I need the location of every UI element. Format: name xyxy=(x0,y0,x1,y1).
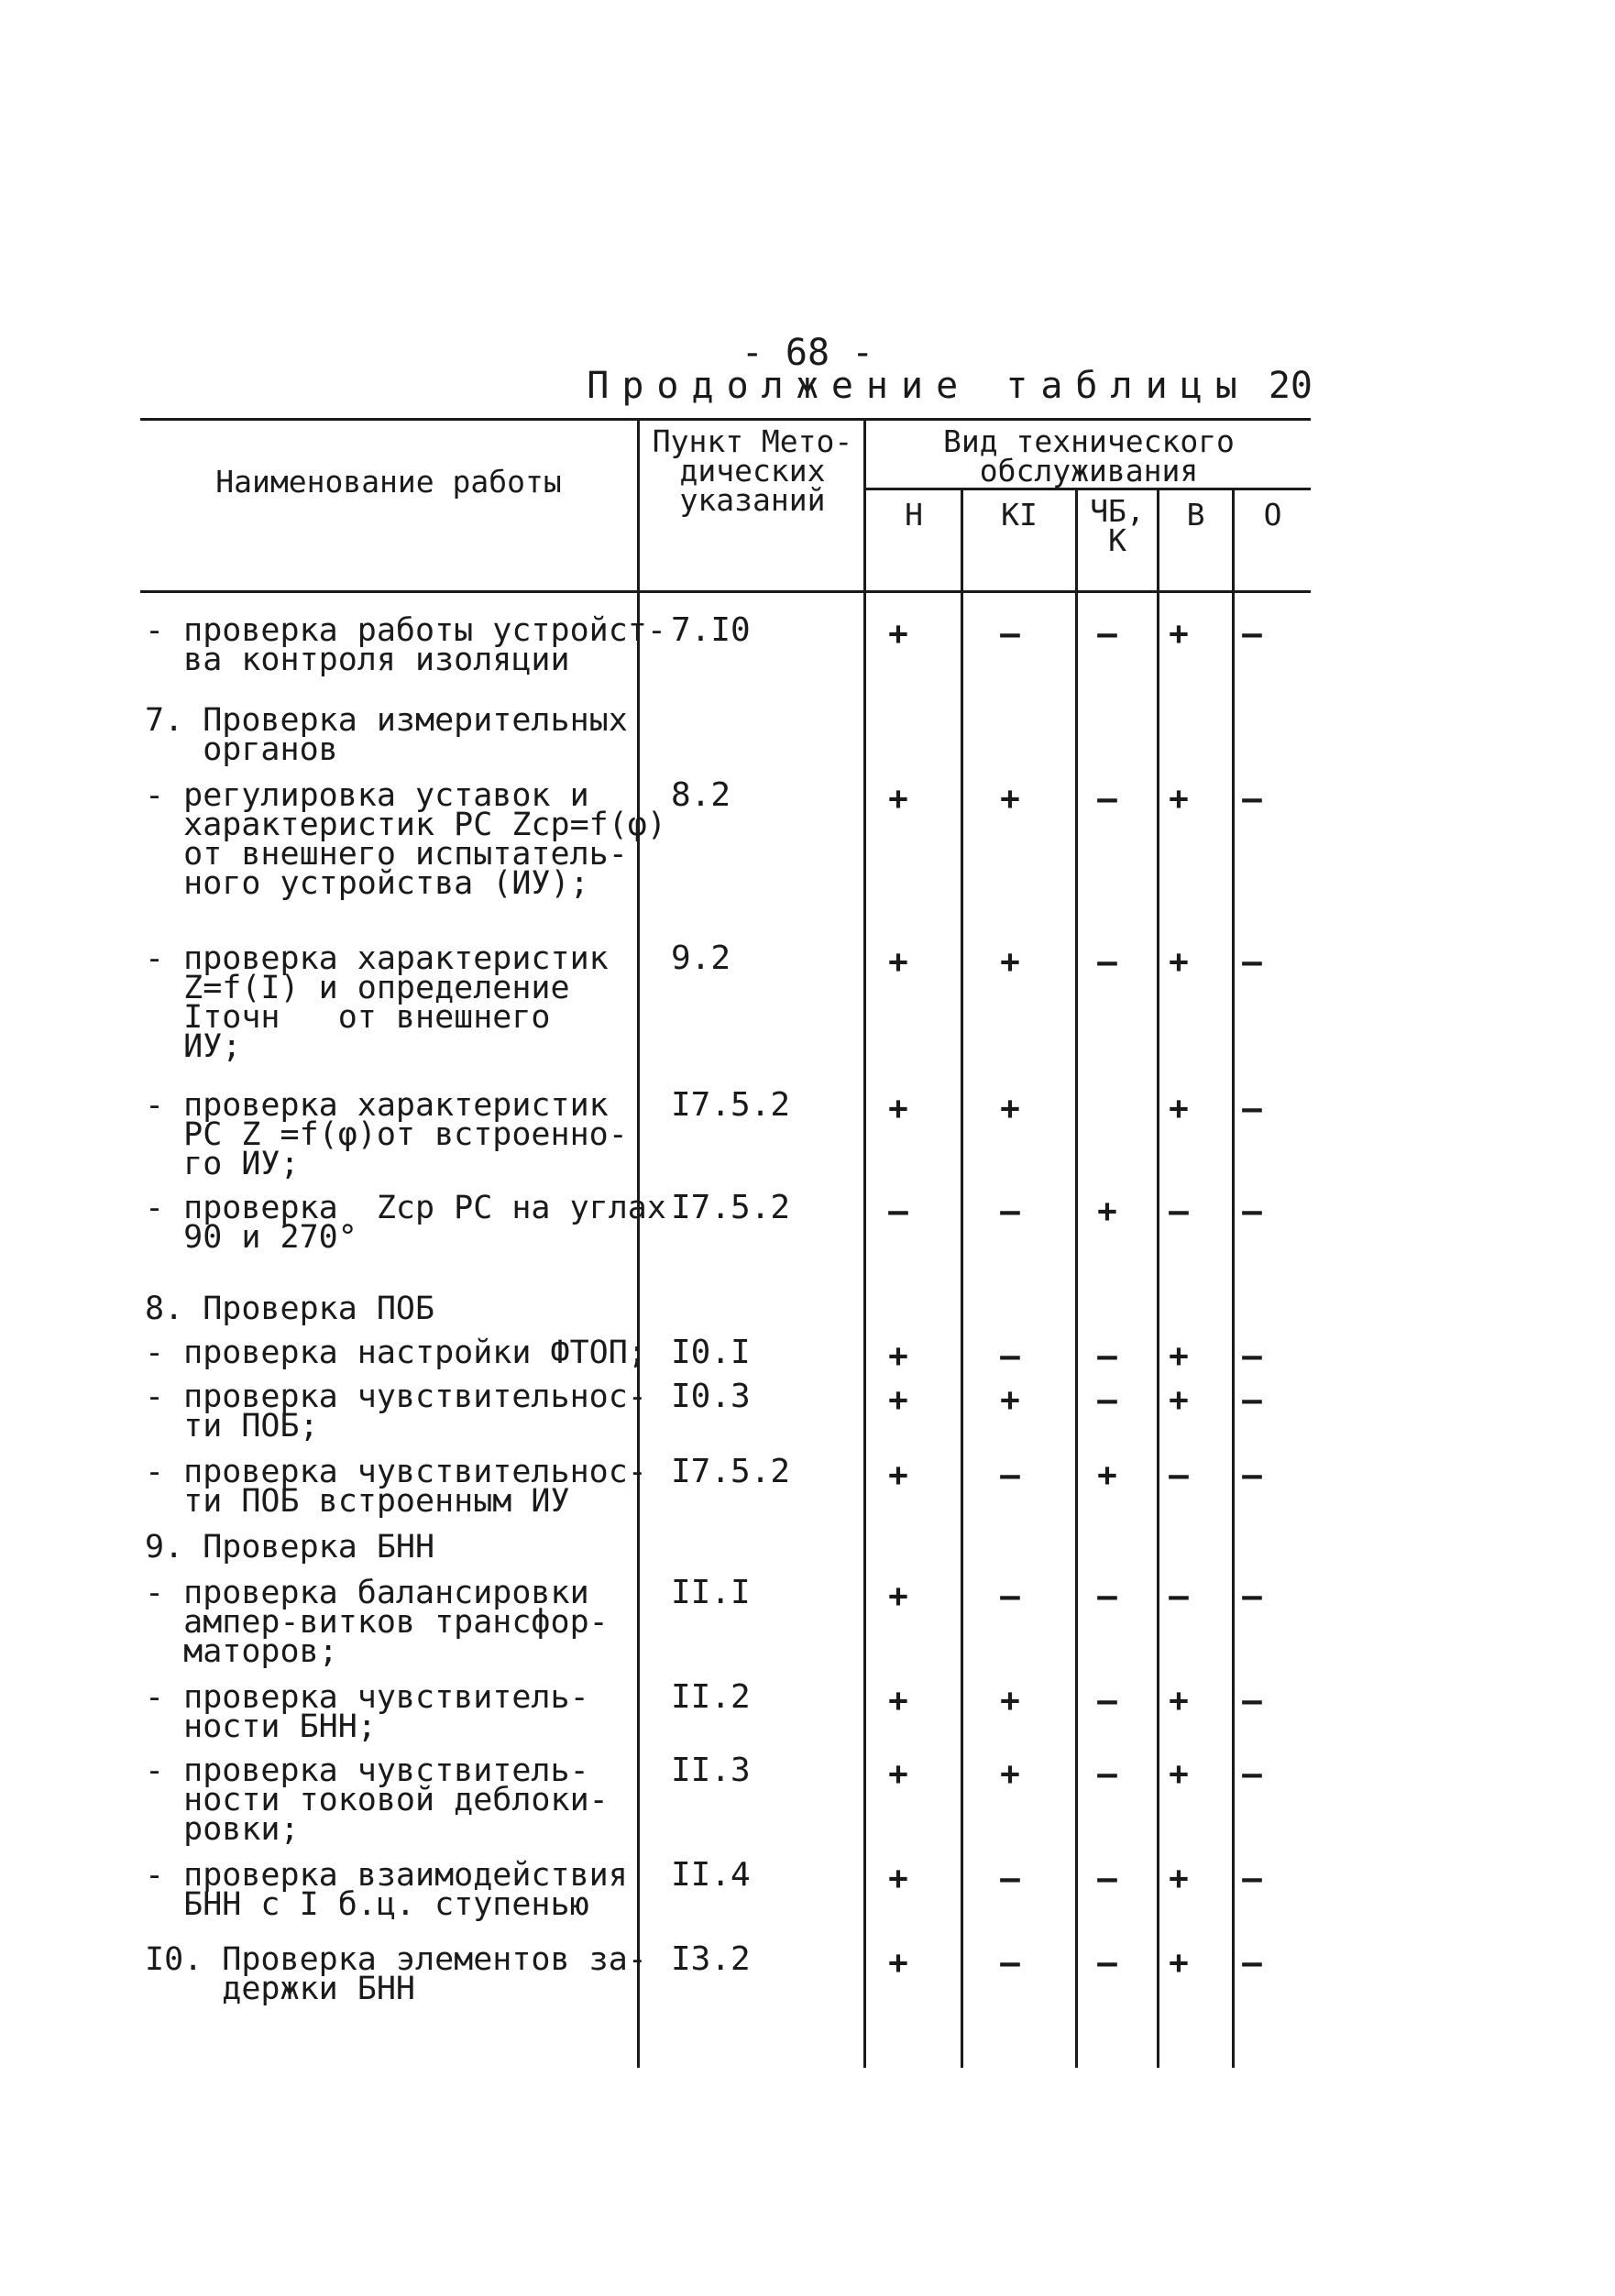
service-mark: + xyxy=(1169,943,1189,981)
service-mark: – xyxy=(1242,1192,1262,1230)
work-name-line: ИУ; xyxy=(145,1028,242,1065)
work-name-line: РС Z =f(φ)от встроенно- xyxy=(145,1116,628,1153)
col-divider-k1 xyxy=(961,488,963,2068)
service-mark: – xyxy=(1097,1755,1117,1793)
service-mark: + xyxy=(1000,943,1020,981)
method-item: I7.5.2 xyxy=(671,1453,791,1490)
service-mark: – xyxy=(1097,1944,1117,1982)
service-mark: – xyxy=(1169,1192,1189,1230)
work-name-line: ти ПОБ встроенным ИУ xyxy=(145,1483,570,1520)
service-mark: + xyxy=(1169,615,1189,653)
header-method-item xyxy=(642,423,863,518)
service-mark: – xyxy=(1097,943,1117,981)
service-mark: + xyxy=(888,1090,908,1127)
service-mark: + xyxy=(888,943,908,981)
service-mark: + xyxy=(1000,1682,1020,1719)
method-item: II.4 xyxy=(671,1856,751,1894)
service-mark: – xyxy=(1097,1577,1117,1615)
header-method-line: указаний xyxy=(679,482,826,518)
service-mark: – xyxy=(1000,1337,1020,1375)
service-mark: – xyxy=(1000,615,1020,653)
service-mark: + xyxy=(1097,1192,1117,1230)
work-name-line: - проверка взаимодействия xyxy=(145,1857,628,1894)
service-mark: – xyxy=(1242,1944,1262,1982)
col-divider-chb xyxy=(1075,488,1078,2068)
caption-text: Продолжение таблицы xyxy=(587,365,1250,407)
service-mark: – xyxy=(1242,1577,1262,1615)
work-name-line: ного устройства (ИУ); xyxy=(145,865,589,902)
method-item: 8.2 xyxy=(671,776,731,814)
method-item: I3.2 xyxy=(671,1940,751,1978)
service-mark: – xyxy=(1242,1860,1262,1897)
work-name-line: 9. Проверка БНН xyxy=(145,1529,435,1565)
method-item: I0.3 xyxy=(671,1378,751,1415)
service-mark: – xyxy=(1242,1337,1262,1375)
service-mark: + xyxy=(1169,1337,1189,1375)
work-name-line: Z=f(I) и определение xyxy=(145,970,570,1006)
work-name-line: БНН с I б.ц. ступенью xyxy=(145,1886,589,1923)
service-mark: – xyxy=(1000,1456,1020,1494)
service-mark: + xyxy=(1000,780,1020,818)
method-item: II.2 xyxy=(671,1678,751,1716)
service-mark: – xyxy=(1242,780,1262,818)
work-name-line: - регулировка уставок и xyxy=(145,777,589,814)
work-name-line: ности БНН; xyxy=(145,1708,377,1745)
work-name-line: - проверка характеристик xyxy=(145,1087,609,1124)
work-name-line: - проверка чувствитель- xyxy=(145,1752,589,1789)
work-name-line: характеристик РС Zср=f(φ) xyxy=(145,807,666,843)
header-method-line: дических xyxy=(679,453,826,489)
service-mark: + xyxy=(888,780,908,818)
method-item: 7.I0 xyxy=(671,611,751,649)
work-name-line: - проверка балансировки xyxy=(145,1575,589,1611)
service-mark: + xyxy=(1169,780,1189,818)
service-mark: + xyxy=(1169,1381,1189,1419)
method-item: I7.5.2 xyxy=(671,1086,791,1124)
service-mark: – xyxy=(1242,1682,1262,1719)
method-item: I0.I xyxy=(671,1334,751,1371)
header-col-chb xyxy=(1078,493,1157,558)
work-name-line: ва контроля изоляции xyxy=(145,642,570,678)
service-mark: + xyxy=(1169,1944,1189,1982)
work-name-line: - проверка Zср РС на углах xyxy=(145,1190,666,1226)
col-divider-v xyxy=(1157,488,1159,2068)
service-mark: + xyxy=(1169,1755,1189,1793)
col-divider-o xyxy=(1232,488,1235,2068)
service-mark: + xyxy=(1169,1860,1189,1897)
service-mark: – xyxy=(1097,780,1117,818)
service-mark: + xyxy=(888,1456,908,1494)
service-mark: – xyxy=(1000,1192,1020,1230)
service-mark: + xyxy=(1000,1381,1020,1419)
service-mark: + xyxy=(1000,1090,1020,1127)
service-mark: – xyxy=(1000,1577,1020,1615)
work-name-line: I0. Проверка элементов за- xyxy=(145,1941,647,1978)
header-service-line: Вид технического xyxy=(943,423,1235,459)
method-item: II.3 xyxy=(671,1752,751,1789)
work-name-line: ампер-витков трансфор- xyxy=(145,1604,609,1641)
col-divider-n xyxy=(863,418,866,2068)
work-name-line: 90 и 270° xyxy=(145,1219,357,1256)
service-mark: – xyxy=(1242,1755,1262,1793)
service-mark: – xyxy=(1097,1337,1117,1375)
service-mark: + xyxy=(888,1860,908,1897)
method-item: 9.2 xyxy=(671,939,731,977)
service-mark: – xyxy=(1169,1456,1189,1494)
work-name-line: Iточн от внешнего xyxy=(145,999,551,1036)
service-mark: – xyxy=(888,1192,908,1230)
work-name-line: - проверка чувствительнос- xyxy=(145,1379,647,1415)
service-mark: + xyxy=(1169,1090,1189,1127)
work-name-line: - проверка чувствитель- xyxy=(145,1679,589,1716)
work-name-line: держки БНН xyxy=(145,1971,416,2007)
work-name-line: ности токовой деблоки- xyxy=(145,1782,609,1818)
header-bottom-rule xyxy=(140,590,1311,593)
work-name-line: 8. Проверка ПОБ xyxy=(145,1291,435,1327)
table-caption xyxy=(587,365,1313,407)
table-top-rule xyxy=(140,418,1311,421)
work-name-line: - проверка характеристик xyxy=(145,940,609,977)
service-mark: – xyxy=(1242,1090,1262,1127)
service-mark: + xyxy=(888,1944,908,1982)
header-work-name: Наименование работы xyxy=(215,464,562,500)
service-mark: + xyxy=(1169,1682,1189,1719)
service-mark: – xyxy=(1000,1944,1020,1982)
service-mark: – xyxy=(1242,1456,1262,1494)
header-col-v: В xyxy=(1186,497,1205,533)
header-method-line: Пункт Мето- xyxy=(652,423,853,459)
work-name-line: от внешнего испытатель- xyxy=(145,836,628,873)
header-service-type xyxy=(867,423,1311,489)
service-mark: + xyxy=(888,1755,908,1793)
service-mark: – xyxy=(1242,1381,1262,1419)
service-mark: + xyxy=(1000,1755,1020,1793)
service-mark: + xyxy=(1097,1456,1117,1494)
service-mark: + xyxy=(888,1337,908,1375)
caption-table-number: 20 xyxy=(1268,365,1313,407)
col-divider-item xyxy=(637,418,640,2068)
service-mark: + xyxy=(888,1682,908,1719)
work-name-line: - проверка настройки ФТОП; xyxy=(145,1335,647,1371)
header-col-k1: КI xyxy=(1001,497,1038,533)
service-mark: – xyxy=(1097,1860,1117,1897)
service-mark: + xyxy=(888,1577,908,1615)
header-service-line: обслуживания xyxy=(979,453,1199,489)
service-mark: – xyxy=(1000,1860,1020,1897)
service-mark: + xyxy=(888,615,908,653)
work-name-line: 7. Проверка измерительных xyxy=(145,702,628,739)
service-mark: – xyxy=(1169,1577,1189,1615)
work-name-line: маторов; xyxy=(145,1633,338,1670)
work-name-line: ровки; xyxy=(145,1811,300,1848)
header-col-chb-line: К xyxy=(1108,522,1126,558)
service-mark: – xyxy=(1097,1381,1117,1419)
method-item: I7.5.2 xyxy=(671,1189,791,1226)
service-mark: – xyxy=(1097,615,1117,653)
work-name-line: - проверка работы устройст- xyxy=(145,612,666,649)
header-col-chb-line: ЧБ, xyxy=(1090,493,1145,529)
service-mark: – xyxy=(1097,1682,1117,1719)
header-col-n: Н xyxy=(905,497,923,533)
service-mark: – xyxy=(1242,943,1262,981)
service-mark: + xyxy=(888,1381,908,1419)
work-name-line: го ИУ; xyxy=(145,1146,300,1182)
work-name-line: - проверка чувствительнос- xyxy=(145,1454,647,1490)
page-number: - 68 - xyxy=(741,332,874,374)
service-mark: – xyxy=(1242,615,1262,653)
header-col-o: О xyxy=(1263,497,1282,533)
method-item: II.I xyxy=(671,1574,751,1611)
work-name-line: ти ПОБ; xyxy=(145,1408,319,1445)
work-name-line: органов xyxy=(145,731,338,768)
